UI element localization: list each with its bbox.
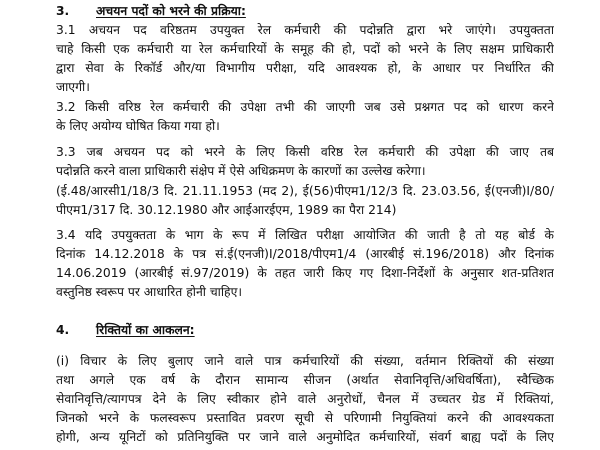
section-3-heading (56, 2, 554, 22)
para-3-4-line: 14.06.2019 (आरबीई सं.97/2019) के तहत जारी किए गए दिशा-निर्देशों के अनुसार शत-प्रतिशत (56, 266, 554, 280)
para-3-2-line: के लिए अयोग्य घोषित किया गया हो। (56, 119, 220, 133)
para-3-1-line: जाएगी। (56, 80, 90, 94)
section-4-heading (56, 321, 554, 341)
para-3-3-line: 3.3 जब अचयन पद को भरने के लिए किसी वरिष्ठ रेल कर्मचारी की उपेक्षा की जाए तब (56, 145, 554, 159)
para-i-line: होगी, अन्य यूनिटों को प्रतिनियुक्ति पर जाने वाले अनुमोदित कर्मचारियों, संवर्ग बाह्य पदों के लिए (56, 430, 554, 444)
para-3-1-line: चाहे किसी एक कर्मचारी या रेल कर्मचारियों के समूह की हो, पदों को भरने के लिए सक्षम प्राधिकारी (56, 42, 554, 56)
para-i-line: जिनको भरने के फलस्वरूप प्रस्तावित प्रवरण सूची से परिणामी नियुक्तियां करने की आवश्यकता (56, 411, 554, 425)
para-i-line: तथा अगले एक वर्ष के दौरान सामान्य सीजन (अर्थात सेवानिवृत्ति/अधिवर्षिता), स्वैच्छिक (56, 373, 554, 387)
reference-line: पीएम1/317 दि. 30.12.1980 और आईआरईएम, 1989 का पैरा 214) (56, 203, 397, 217)
para-3-1-line: 3.1 अचयन पद वरिष्ठतम उपयुक्त रेल कर्मचारी की पदोन्नति द्वारा भरे जाएंगे। उपयुक्तता (56, 23, 554, 37)
section-4-number: 4. (56, 323, 70, 337)
para-3-4-line: दिनांक 14.12.2018 के पत्र सं.ई(एनजी)I/2018/पीएम1/4 (आरबीई सं.196/2018) और दिनांक (56, 247, 554, 261)
para-3-2-line: 3.2 किसी वरिष्ठ रेल कर्मचारी की उपेक्षा तभी की जाएगी जब उसे प्रश्नगत पद को धारण करने (56, 100, 554, 114)
para-3-1-line: द्वारा सेवा के रिकॉर्ड और/या विभागीय परीक्षा, यदि आवश्यक हो, के आधार पर निर्धारित की (56, 61, 554, 75)
para-i-line: (i) विचार के लिए बुलाए जाने वाले पात्र कर्मचारियों की संख्या, वर्तमान रिक्तियों की संख्या (56, 354, 554, 368)
para-3-4-line: 3.4 यदि उपयुक्तता के भाग के रूप में लिखित परीक्षा आयोजित की जाती है तो यह बोर्ड के (56, 228, 554, 242)
para-3-3-line: पदोन्नति करने वाला प्राधिकारी संक्षेप में ऐसे अधिक्रमण के कारणों का उल्लेख करेगा। (56, 164, 426, 178)
para-i-line: सेवानिवृत्ति/त्यागपत्र देने के लिए स्वीकार होने वाले अनुरोधों, चैनल में उच्चतर ग्रेड में रिक्तियां, (56, 392, 554, 406)
reference-line: (ई.48/आरसी1/18/3 दि. 21.11.1953 (मद 2), ई(56)पीएम1/12/3 दि. 23.03.56, ई(एनजी)I/80/ (56, 184, 554, 198)
para-3-4-line: वस्तुनिष्ठ स्वरूप पर आधारित होनी चाहिए। (56, 285, 243, 299)
section-4-title: रिक्तियों का आकलन: (96, 323, 195, 337)
section-3-number: 3. (56, 4, 70, 18)
section-3-title: अचयन पदों को भरने की प्रक्रिया: (96, 4, 246, 18)
